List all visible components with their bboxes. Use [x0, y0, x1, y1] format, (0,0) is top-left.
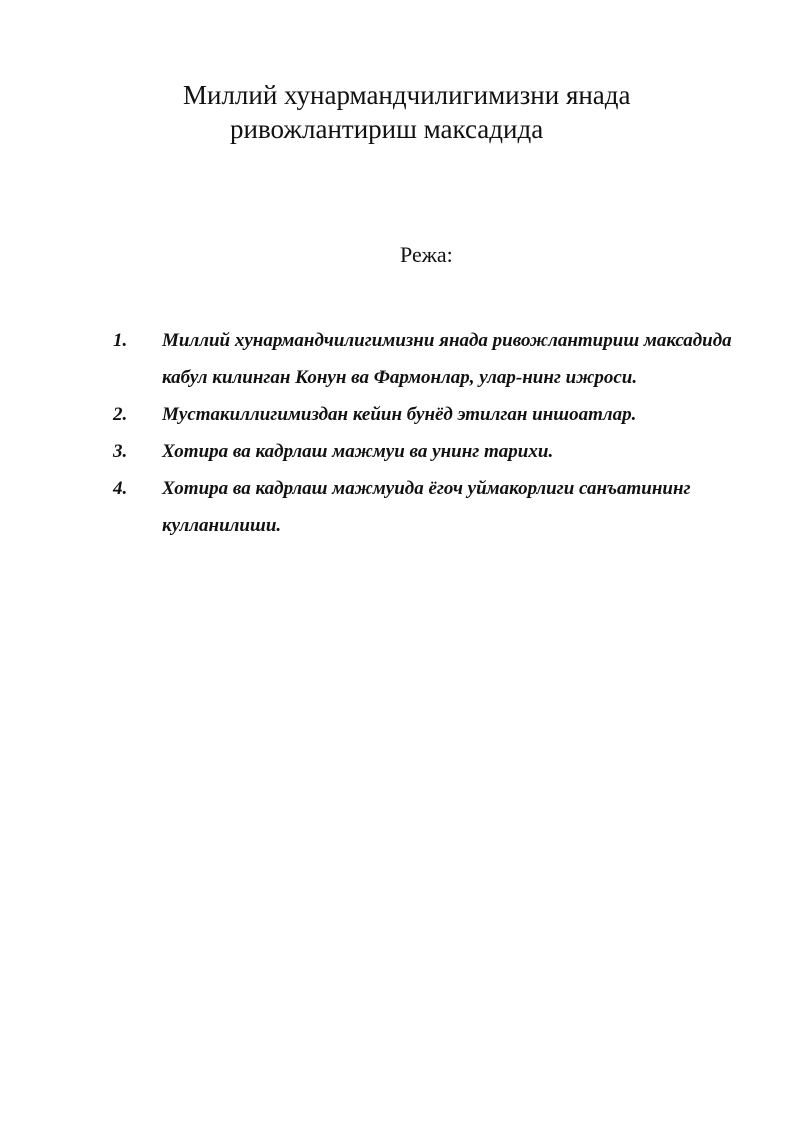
plan-item-text: Хотира ва кадрлаш мажмуида ёгоч уймакорлиги санъатининг кулланилиши. — [162, 478, 691, 536]
plan-item-number: 2. — [113, 404, 128, 425]
plan-item-2 — [113, 396, 753, 433]
plan-item-4 — [113, 470, 753, 544]
document-title — [0, 78, 800, 146]
plan-item-number: 3. — [113, 441, 128, 462]
plan-item-3 — [113, 433, 753, 470]
plan-heading: Режа: — [400, 242, 453, 267]
plan-item-text: Мустакиллигимиздан кейин бунёд этилган иншоатлар. — [162, 404, 637, 425]
plan-item-text: Миллий хунармандчилигимизни янада ривожлантириш максадида кабул килинган Конун ва Фармонлар, улар-нинг ижроси. — [162, 330, 732, 388]
plan-list — [113, 322, 753, 544]
plan-item-text: Хотира ва кадрлаш мажмуи ва унинг тарихи. — [162, 441, 554, 462]
plan-item-1 — [113, 322, 753, 396]
title-line-1: Миллий хунармандчилигимизни янада — [183, 80, 631, 110]
title-line-2: ривожлантириш максадида — [230, 114, 544, 144]
plan-item-number: 4. — [113, 478, 128, 499]
plan-item-number: 1. — [113, 330, 128, 351]
